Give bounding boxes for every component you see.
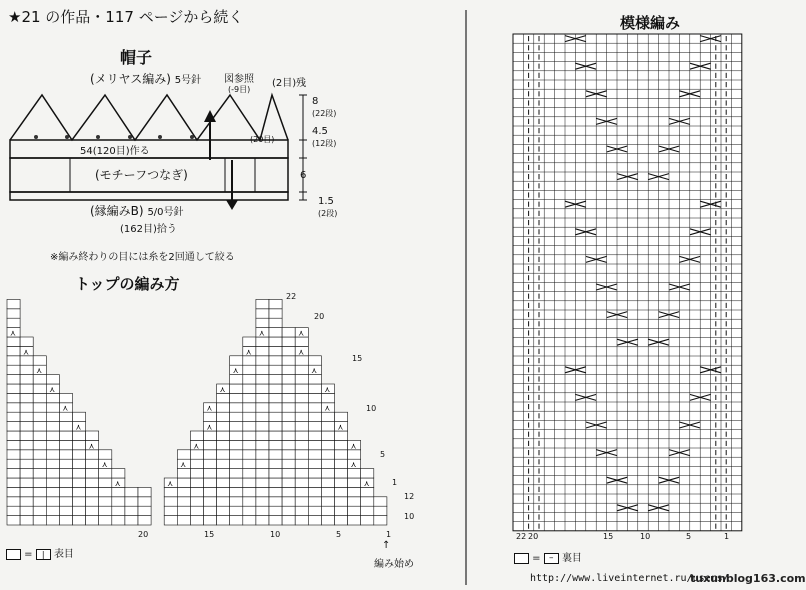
hat-title: 帽子 [120, 48, 153, 67]
col-num-20: 20 [138, 530, 149, 539]
svg-text:⋏: ⋏ [193, 441, 200, 451]
top-title: トップの編み方 [75, 275, 180, 293]
pat-col-20: 20 [528, 532, 539, 541]
row-num-12: 12 [404, 492, 415, 501]
width-label: 54(120目)作る [80, 146, 150, 157]
svg-text:⋏: ⋏ [324, 384, 331, 394]
start-arrow: ↑ [382, 540, 391, 551]
dim-value: 8 [312, 96, 319, 107]
svg-text:⋏: ⋏ [23, 347, 29, 357]
dim-6: 6 [300, 170, 307, 181]
svg-text:⋏: ⋏ [36, 366, 43, 376]
legend-text: 裏目 [561, 553, 582, 564]
dim-value: 4.5 [312, 126, 328, 137]
row-num-10: 10 [366, 404, 377, 413]
svg-text:⋏: ⋏ [298, 328, 305, 338]
legend-blank-cell [514, 553, 529, 564]
svg-text:⋏: ⋏ [49, 384, 56, 394]
ref-label: 図参照 [224, 74, 254, 85]
svg-text:⋏: ⋏ [337, 422, 344, 432]
svg-text:⋏: ⋏ [114, 478, 121, 488]
svg-text:⋏: ⋏ [350, 460, 357, 470]
footer-logo: tuxunblog163.com [690, 572, 806, 585]
row-num-20: 20 [314, 312, 325, 321]
ref-sub: (-9目) [228, 85, 251, 94]
dim-value: 1.5 [318, 196, 334, 207]
row-num-15: 15 [352, 354, 363, 363]
col-num-1: 1 [386, 530, 392, 539]
footer-url[interactable]: http://www.liveinternet.ru/users/ [530, 573, 729, 584]
row-num-22: 22 [286, 292, 297, 301]
row-num-5: 5 [380, 450, 386, 459]
svg-text:⋏: ⋏ [298, 347, 305, 357]
body-label: (メリヤス編み) [90, 72, 171, 86]
body-needle: 5号針 [174, 75, 202, 86]
pat-col-10: 10 [640, 532, 651, 541]
motif-label: (モチーフつなぎ) [95, 168, 188, 182]
edge-label-text: (縁編みB) [90, 204, 144, 218]
pickup-label: (162目)拾う [120, 224, 177, 235]
top-legend: = | 表目 [6, 545, 74, 560]
svg-text:⋏: ⋏ [363, 478, 370, 488]
svg-text:⋏: ⋏ [232, 366, 239, 376]
pattern-title: 模様編み [620, 14, 681, 32]
pat-col-22: 22 [516, 532, 527, 541]
dim-sub: (12段) [312, 139, 337, 148]
svg-text:⋏: ⋏ [311, 366, 318, 376]
remain-label: (2目)残 [272, 78, 307, 89]
legend-knit-cell: | [36, 549, 51, 560]
remain2-label: (20目) [250, 135, 275, 144]
col-num-10: 10 [270, 530, 281, 539]
legend-purl-cell: – [544, 553, 559, 564]
dim-sub: (2段) [318, 209, 338, 218]
svg-text:⋏: ⋏ [324, 403, 331, 413]
svg-text:⋏: ⋏ [75, 422, 82, 432]
pat-col-5: 5 [686, 532, 692, 541]
pat-col-15: 15 [603, 532, 614, 541]
col-num-15: 15 [204, 530, 215, 539]
svg-text:⋏: ⋏ [206, 403, 213, 413]
row-num-10b: 10 [404, 512, 415, 521]
svg-text:⋏: ⋏ [206, 422, 213, 432]
svg-text:⋏: ⋏ [258, 328, 265, 338]
svg-text:⋏: ⋏ [167, 478, 174, 488]
dim-sub: (22段) [312, 109, 337, 118]
note: ※編み終わりの目には糸を2回通して絞る [50, 252, 235, 263]
row-num-1: 1 [392, 478, 398, 487]
pat-col-1: 1 [724, 532, 730, 541]
svg-text:⋏: ⋏ [180, 460, 187, 470]
svg-text:⋏: ⋏ [101, 460, 108, 470]
svg-text:⋏: ⋏ [88, 441, 95, 451]
svg-text:⋏: ⋏ [245, 347, 252, 357]
svg-text:⋏: ⋏ [219, 384, 226, 394]
svg-text:⋏: ⋏ [62, 403, 69, 413]
svg-text:⋏: ⋏ [10, 328, 16, 338]
page-header: ★21 の作品・117 ページから続く [8, 8, 244, 26]
svg-text:⋏: ⋏ [350, 441, 357, 451]
pattern-legend: = – 裏目 [514, 549, 582, 564]
edge-needle: 5/0号針 [147, 207, 184, 218]
col-num-5: 5 [336, 530, 342, 539]
legend-text: 表目 [53, 549, 74, 560]
start-label: 編み始め [374, 559, 414, 570]
